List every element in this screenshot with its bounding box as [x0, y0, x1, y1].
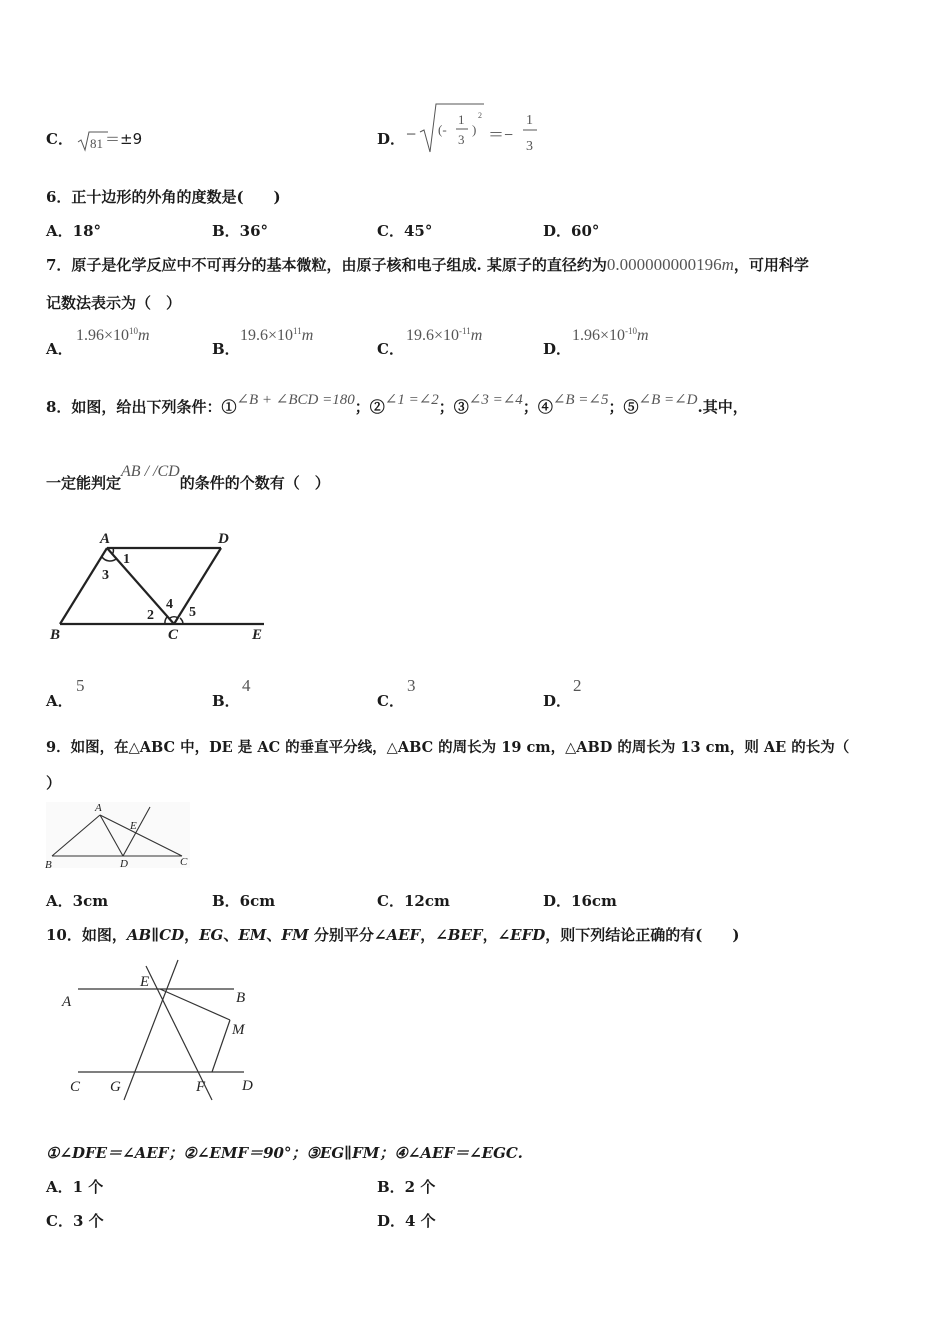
q7-d-coef: 1.96 — [572, 327, 600, 344]
q7-d-unit: m — [637, 327, 649, 344]
q5-d-rhs-num: 1 — [526, 113, 533, 128]
q8-label-d: D — [218, 531, 229, 547]
q5-d-minus: − — [406, 124, 417, 144]
q7-option-d-label: D． — [543, 340, 572, 358]
q9-label-b: B — [45, 859, 52, 871]
q8-stem-line1 — [46, 392, 748, 417]
q8-sep-4: ；④ — [522, 398, 553, 416]
q5-d-rhs-den: 3 — [526, 139, 533, 154]
q10-option-a[interactable]: A．1 个 — [46, 1178, 104, 1196]
q8-angle-1: 1 — [123, 552, 130, 567]
q8-sep-5: ；⑤ — [608, 398, 639, 416]
q7-a-coef: 1.96 — [76, 327, 104, 344]
q7-stem-line1 — [46, 254, 809, 275]
q8-option-b-label: B． — [212, 692, 240, 710]
q6-option-a[interactable]: A．18° — [46, 222, 102, 240]
q10-conclusions: ①∠DFE＝∠AEF；②∠EMF＝90°；③EG∥FM；④∠AEF＝∠EGC. — [46, 1144, 523, 1162]
q7-stem-a: 7．原子是化学反应中不可再分的基本微粒，由原子核和电子组成. 某原子的直径约为 — [46, 256, 607, 274]
q5-d-frac-num: 1 — [458, 112, 465, 127]
q9-label-c: C — [180, 856, 188, 868]
q7-b-coef: 19.6 — [240, 327, 268, 344]
q8-option-c-value: 3 — [407, 676, 416, 695]
q10-line-eg — [124, 960, 178, 1100]
q8-option-d-value: 2 — [573, 676, 582, 695]
q10-option-c[interactable]: C．3 个 — [46, 1212, 104, 1230]
q7-option-a-label: A． — [46, 340, 73, 358]
q10-label-d: D — [242, 1078, 253, 1094]
q10-stem-eg: EG — [199, 926, 224, 944]
q7-option-d[interactable] — [543, 338, 571, 359]
q6-option-c[interactable]: C．45° — [377, 222, 433, 240]
q5-d-inner: (- — [438, 122, 447, 137]
q10-stem-sep2: 、 — [223, 926, 239, 944]
q8-option-a-label: A． — [46, 692, 73, 710]
q5-c-radicand: 81 — [90, 136, 103, 151]
q5-option-d[interactable] — [377, 128, 405, 149]
q10-stem-sep1: ， — [184, 926, 200, 944]
q9-option-b[interactable]: B．6cm — [212, 892, 276, 910]
q5-d-eq: ＝− — [488, 127, 514, 144]
q10-stem-aef: AEF — [386, 926, 421, 944]
q9-label-a: A — [95, 802, 102, 814]
q8-option-c-label: C． — [377, 692, 404, 710]
q5-option-c[interactable] — [46, 128, 73, 149]
q8-condition-1: ∠B + ∠BCD =180 — [236, 392, 355, 408]
q7-b-times: ×10 — [268, 327, 294, 344]
q6-option-d[interactable]: D．60° — [543, 222, 600, 240]
svg-text:): ) — [472, 122, 477, 137]
q5-option-d-math — [404, 100, 554, 160]
q7-c-unit: m — [470, 327, 483, 344]
q8-angle-2: 2 — [147, 608, 154, 623]
q7-stem-b: ，可用科学 — [733, 256, 809, 274]
q10-stem-tail: ，则下列结论正确的有( ) — [545, 926, 740, 944]
q9-stem-line2: ） — [46, 774, 62, 792]
q5-option-c-label: C． — [46, 130, 73, 148]
q8-line-dc — [174, 548, 221, 624]
q8-label-c: C — [168, 627, 179, 643]
q8-angle-4: 4 — [166, 597, 173, 612]
q9-figure — [44, 800, 194, 872]
q8-option-a[interactable] — [46, 690, 73, 711]
q8-line2-a: 一定能判定 — [46, 474, 122, 492]
q10-label-a: A — [62, 994, 72, 1010]
q7-a-exp: 10 — [129, 326, 139, 336]
q7-option-d-math — [572, 326, 649, 345]
q10-stem — [46, 924, 739, 945]
q8-option-a-value: 5 — [76, 676, 85, 695]
q8-stem-prefix: 8．如图，给出下列条件：① — [46, 398, 237, 416]
q7-c-times: ×10 — [434, 327, 460, 344]
q7-stem-line2: 记数法表示为（ ） — [46, 294, 182, 312]
q7-option-c-math — [406, 326, 482, 345]
q7-c-coef: 19.6 — [406, 327, 434, 344]
q10-stem-num: 10．如图， — [46, 926, 127, 944]
q10-figure — [56, 956, 266, 1106]
q8-label-a: A — [100, 531, 111, 547]
q10-stem-sep5: ，∠ — [482, 926, 511, 944]
q8-condition-4: ∠B =∠5 — [552, 392, 609, 408]
q8-stem-suffix: .其中， — [697, 398, 748, 416]
q8-line-ab — [60, 548, 107, 624]
q8-condition-2: ∠1 =∠2 — [384, 392, 439, 408]
q8-option-d[interactable] — [543, 690, 571, 711]
q7-option-a-math — [76, 326, 150, 345]
q8-label-e: E — [252, 627, 263, 643]
q7-option-b-label: B． — [212, 340, 240, 358]
q8-line-ac — [107, 548, 174, 624]
q7-option-c[interactable] — [377, 338, 404, 359]
q10-label-b: B — [236, 990, 246, 1006]
q7-a-times: ×10 — [104, 327, 130, 344]
q10-line-fm — [212, 1020, 230, 1072]
q8-sep-2: ；② — [354, 398, 385, 416]
q7-a-unit: m — [138, 327, 150, 344]
q9-option-a[interactable]: A．3cm — [46, 892, 109, 910]
q9-option-c[interactable]: C．12cm — [377, 892, 450, 910]
q10-stem-ab-cd: AB∥CD — [126, 926, 185, 944]
q9-stem: 9．如图，在△ABC 中，DE 是 AC 的垂直平分线，△ABC 的周长为 19 cm，△ABD 的周长为 13 cm，则 AE 的长为（ — [46, 739, 850, 756]
q10-option-b[interactable]: B．2 个 — [377, 1178, 436, 1196]
q8-condition-3: ∠3 =∠4 — [468, 392, 523, 408]
q10-label-f: F — [196, 1079, 206, 1095]
q10-label-e: E — [140, 974, 150, 990]
q8-angle-3: 3 — [102, 568, 109, 583]
q7-stem-number: 0.000000000196 — [606, 255, 722, 274]
q6-stem: 6．正十边形的外角的度数是( ) — [46, 188, 281, 206]
q8-line2-math: AB / /CD — [121, 463, 180, 480]
q10-stem-efd: EFD — [510, 926, 546, 944]
q6-option-b[interactable]: B．36° — [212, 222, 269, 240]
q8-angle-5: 5 — [189, 605, 196, 620]
q9-label-e: E — [130, 820, 137, 832]
q10-label-g: G — [110, 1079, 121, 1095]
q10-label-c: C — [70, 1079, 81, 1095]
q9-option-d[interactable]: D．16cm — [543, 892, 617, 910]
q10-stem-fm: FM — [281, 926, 309, 944]
q8-stem-line2 — [46, 463, 330, 493]
q8-option-c[interactable] — [377, 690, 404, 711]
q8-option-b[interactable] — [212, 690, 240, 711]
q7-b-exp: 11 — [293, 326, 302, 336]
q7-d-times: ×10 — [600, 327, 626, 344]
q7-c-exp: -11 — [459, 326, 471, 336]
q7-b-unit: m — [301, 327, 314, 344]
q7-d-exp: -10 — [625, 326, 638, 336]
q10-option-d[interactable]: D．4 个 — [377, 1212, 436, 1230]
q10-stem-em: EM — [238, 926, 267, 944]
q8-option-b-value: 4 — [242, 676, 251, 695]
q5-option-c-result: ＝±9 — [105, 130, 143, 148]
q10-label-m: M — [232, 1022, 245, 1038]
q7-option-c-label: C． — [377, 340, 404, 358]
q8-condition-5: ∠B =∠D — [638, 392, 698, 408]
q5-d-frac-den: 3 — [458, 132, 465, 147]
q10-stem-sep4: ，∠ — [420, 926, 448, 944]
q8-option-d-label: D． — [543, 692, 572, 710]
q7-option-b-math — [240, 326, 313, 345]
q9-label-d: D — [120, 858, 128, 870]
q8-figure — [46, 526, 276, 646]
q7-option-b[interactable] — [212, 338, 240, 359]
q5-option-d-label: D． — [377, 130, 406, 148]
q10-stem-bisect: 分别平分∠ — [308, 926, 387, 944]
q5-d-exp: 2 — [478, 111, 482, 120]
q8-line2-b: 的条件的个数有（ ） — [179, 474, 330, 492]
q8-label-b: B — [50, 627, 61, 643]
q10-stem-sep3: 、 — [266, 926, 282, 944]
q10-stem-bef: BEF — [447, 926, 483, 944]
q8-sep-3: ；③ — [438, 398, 469, 416]
q7-stem-unit: m — [721, 255, 734, 274]
q7-option-a[interactable] — [46, 338, 73, 359]
